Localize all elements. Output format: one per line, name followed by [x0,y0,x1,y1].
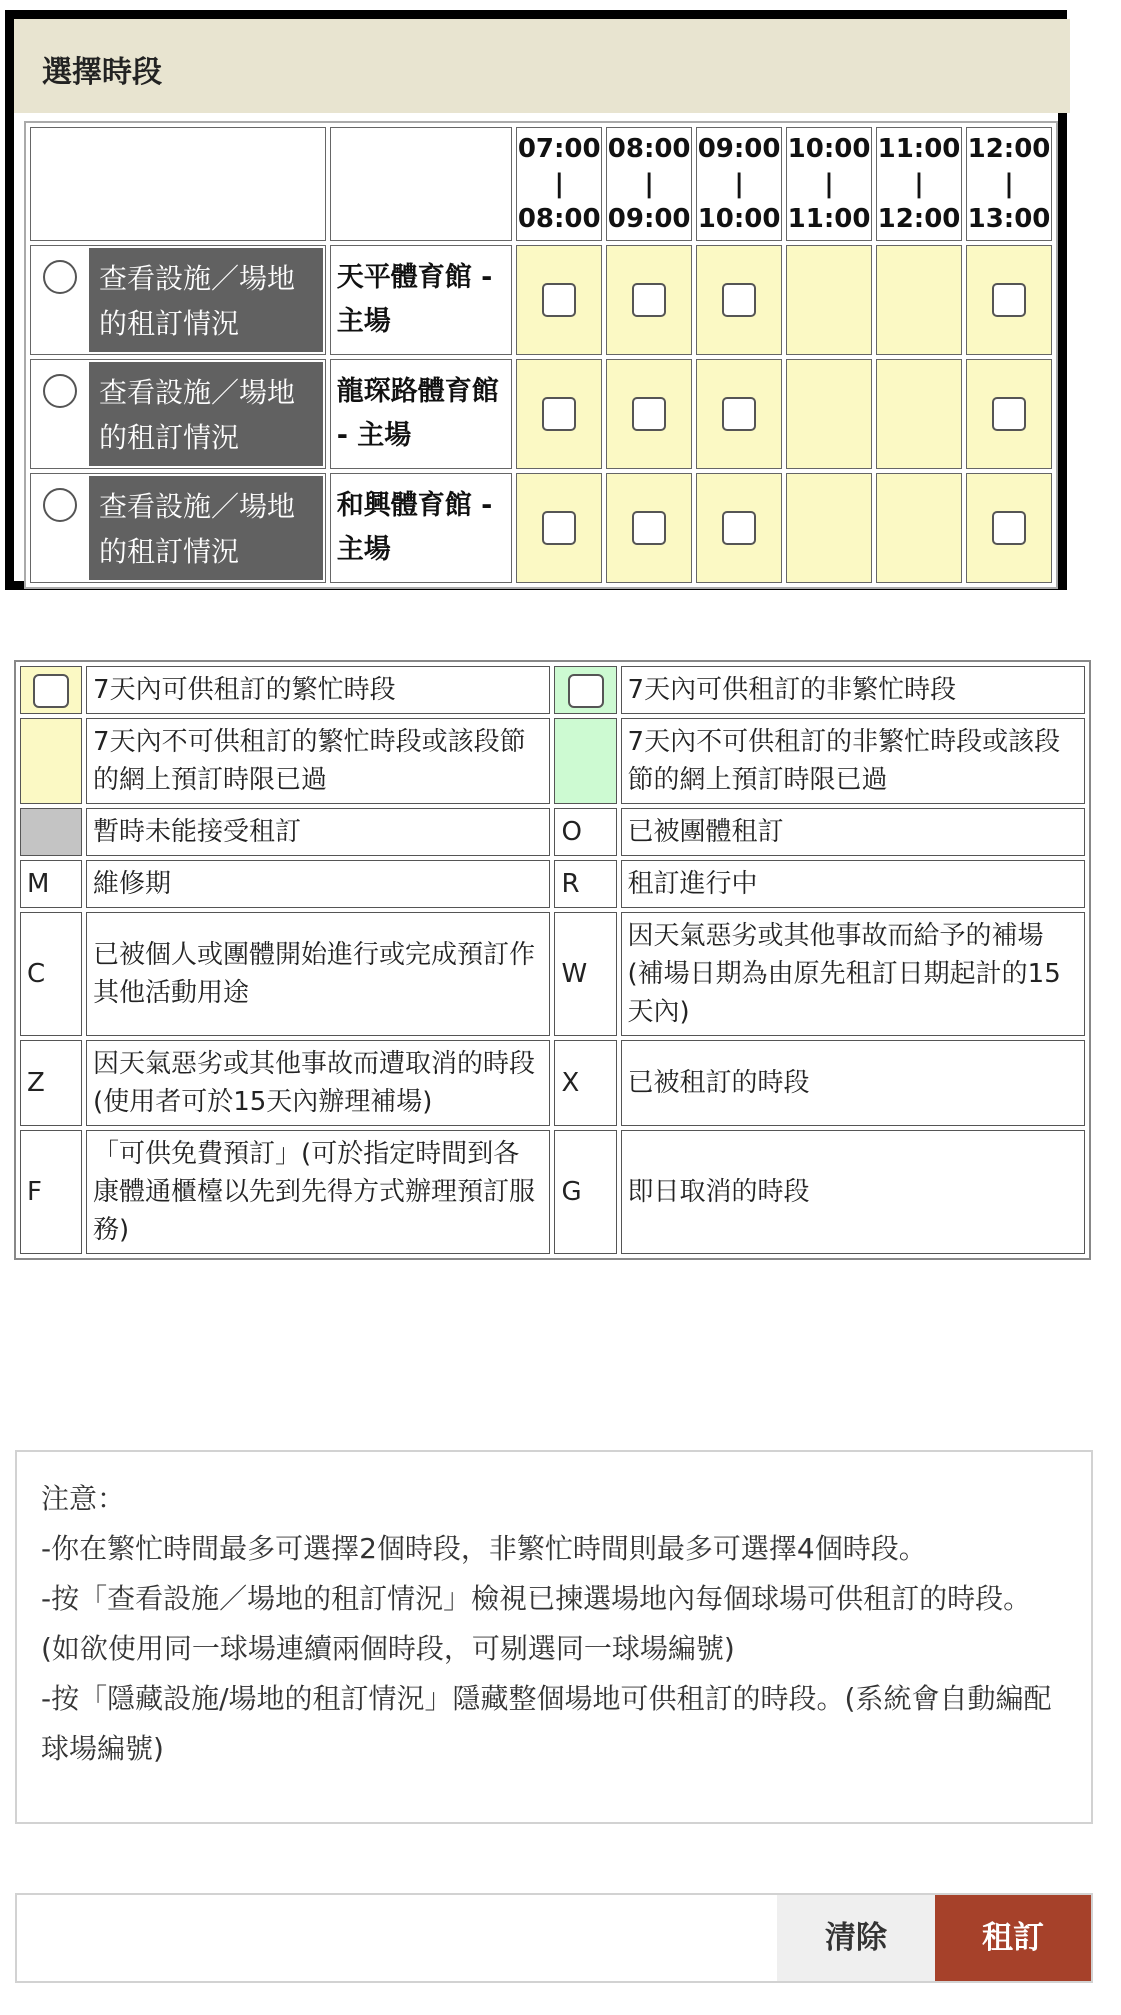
legend-description: 租訂進行中 [621,860,1085,908]
slot-cell [606,245,692,355]
legend-swatch-offpeak-unavailable [554,718,616,804]
slot-checkbox[interactable] [992,397,1026,431]
slot-cell [966,245,1052,355]
legend-description: 已被租訂的時段 [621,1040,1085,1126]
view-booking-status-button[interactable]: 查看設施／場地的租訂情況 [89,476,323,580]
slot-cell-unavailable [786,359,872,469]
view-booking-status-button[interactable]: 查看設施／場地的租訂情況 [89,248,323,352]
slot-checkbox[interactable] [992,511,1026,545]
legend-row [20,718,1085,804]
notes-heading: 注意： [41,1482,126,1515]
legend-description: 因天氣惡劣或其他事故而給予的補場(補場日期為由原先租訂日期起計的15天內) [621,912,1085,1036]
slot-checkbox[interactable] [542,511,576,545]
legend-swatch-peak-unavailable [20,718,82,804]
slot-cell [966,359,1052,469]
time-slot-header: 10:00 | 11:00 [786,127,872,241]
legend-description: 已被團體租訂 [621,808,1085,856]
action-bar [15,1893,1093,1983]
venue-name: 天平體育館 - 主場 [336,262,493,337]
notes-line: -你在繁忙時間最多可選擇2個時段，非繁忙時間則最多可選擇4個時段。 [41,1532,927,1565]
slot-checkbox[interactable] [722,283,756,317]
venue-row [30,473,1052,583]
legend-symbol: M [20,860,82,908]
venue-name-cell [330,473,513,583]
slot-cell [696,359,782,469]
notes-line: -按「查看設施／場地的租訂情況」檢視已揀選場地內每個球場可供租訂的時段。(如欲使用同一球場連續兩個時段，可剔選同一球場編號) [41,1582,1032,1665]
slot-checkbox[interactable] [992,283,1026,317]
legend-symbol: C [20,912,82,1036]
section-title: 選擇時段 [42,55,162,90]
legend-description: 7天內不可供租訂的非繁忙時段或該段節的網上預訂時限已過 [621,718,1085,804]
view-booking-status-button[interactable]: 查看設施／場地的租訂情況 [89,362,323,466]
legend-row [20,808,1085,856]
checkbox-icon [568,674,604,708]
venue-row [30,359,1052,469]
venue-row [30,245,1052,355]
slot-cell-unavailable [876,473,962,583]
clear-button[interactable]: 清除 [777,1895,935,1981]
slot-checkbox[interactable] [632,511,666,545]
venue-radio[interactable] [43,374,77,408]
slot-cell [606,359,692,469]
book-button[interactable]: 租訂 [935,1895,1091,1981]
slot-cell [516,359,602,469]
slot-cell [696,473,782,583]
venue-radio[interactable] [43,260,77,294]
legend-description: 已被個人或團體開始進行或完成預訂作其他活動用途 [86,912,550,1036]
time-slot-header: 09:00 | 10:00 [696,127,782,241]
legend-description: 7天內可供租訂的非繁忙時段 [621,666,1085,714]
legend-symbol: W [554,912,616,1036]
slot-checkbox[interactable] [722,397,756,431]
legend-description: 因天氣惡劣或其他事故而遭取消的時段(使用者可於15天內辦理補場) [86,1040,550,1126]
legend-description: 「可供免費預訂」(可於指定時間到各康體通櫃檯以先到先得方式辦理預訂服務) [86,1130,550,1254]
venue-name-cell [330,359,513,469]
checkbox-icon [33,674,69,708]
legend-swatch-offpeak-available [554,666,616,714]
legend-description: 維修期 [86,860,550,908]
timeslot-header-row [30,127,1052,241]
header-empty-cell [30,127,326,241]
slot-checkbox[interactable] [632,397,666,431]
legend-row [20,912,1085,1036]
slot-cell-unavailable [876,245,962,355]
legend-symbol: G [554,1130,616,1254]
time-slot-header: 11:00 | 12:00 [876,127,962,241]
legend-description: 即日取消的時段 [621,1130,1085,1254]
legend-symbol: R [554,860,616,908]
notes-box [15,1450,1093,1824]
section-header [14,19,1070,113]
slot-checkbox[interactable] [542,397,576,431]
slot-cell [606,473,692,583]
venue-radio[interactable] [43,488,77,522]
venue-name-cell [330,245,513,355]
venue-select-cell [30,473,326,583]
slot-cell [966,473,1052,583]
slot-cell [516,473,602,583]
header-empty-cell [330,127,513,241]
notes-line: -按「隱藏設施/場地的租訂情況」隱藏整個場地可供租訂的時段。(系統會自動編配球場編號) [41,1682,1052,1765]
legend-swatch-not-accepting [20,808,82,856]
legend-symbol: X [554,1040,616,1126]
legend-description: 7天內不可供租訂的繁忙時段或該段節的網上預訂時限已過 [86,718,550,804]
slot-cell [696,245,782,355]
legend-symbol: O [554,808,616,856]
slot-cell-unavailable [786,473,872,583]
legend-table [14,660,1091,1260]
legend-row [20,1130,1085,1254]
slot-cell [516,245,602,355]
slot-checkbox[interactable] [632,283,666,317]
legend-description: 7天內可供租訂的繁忙時段 [86,666,550,714]
venue-select-cell [30,245,326,355]
venue-select-cell [30,359,326,469]
time-slot-header: 12:00 | 13:00 [966,127,1052,241]
slot-cell-unavailable [786,245,872,355]
legend-row [20,1040,1085,1126]
time-slot-header: 07:00 | 08:00 [516,127,602,241]
venue-name: 和興體育館 - 主場 [336,490,493,565]
legend-row [20,860,1085,908]
timeslot-table [24,121,1058,589]
legend-row [20,666,1085,714]
slot-cell-unavailable [876,359,962,469]
legend-symbol: F [20,1130,82,1254]
venue-name: 龍琛路體育館 - 主場 [336,376,499,451]
timeslot-panel [5,10,1067,590]
time-slot-header: 08:00 | 09:00 [606,127,692,241]
legend-swatch-peak-available [20,666,82,714]
slot-checkbox[interactable] [722,511,756,545]
legend-description: 暫時未能接受租訂 [86,808,550,856]
slot-checkbox[interactable] [542,283,576,317]
legend-symbol: Z [20,1040,82,1126]
